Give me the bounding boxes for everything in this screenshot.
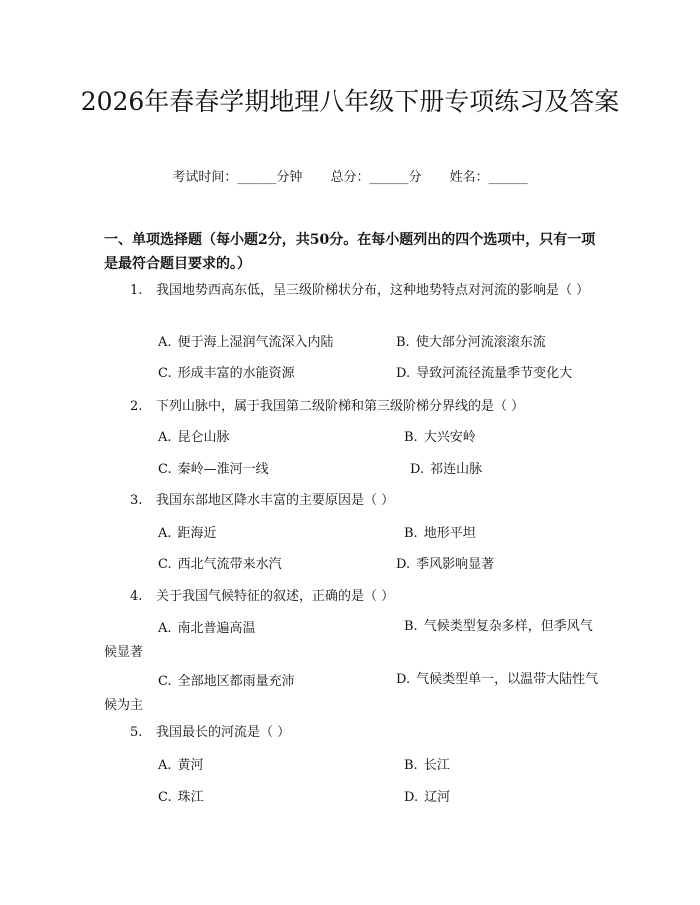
question-stem: 我国地势西高东低，呈三级阶梯状分布，这种地势特点对河流的影响是（ ） [156, 283, 590, 298]
option-label: A. [158, 526, 172, 541]
option-text: 辽河 [424, 790, 451, 805]
option-1d[interactable] [396, 363, 572, 385]
option-label: B. [404, 758, 418, 773]
option-text: 使大部分河流滚滚东流 [415, 335, 546, 350]
option-label: A. [158, 335, 172, 350]
option-text: 长江 [423, 758, 450, 773]
option-label: D. [396, 366, 411, 381]
question-number: 3. [130, 493, 143, 508]
question-number: 2. [130, 399, 143, 414]
option-label: B. [404, 430, 418, 445]
option-label: D. [396, 557, 411, 572]
option-text: 地形平坦 [423, 526, 476, 541]
option-label: C. [158, 674, 172, 689]
option-label: D. [404, 790, 419, 805]
option-label: A. [158, 430, 172, 445]
option-text: 气候类型单一，以温带大陆性气候为主 [104, 672, 599, 713]
option-text: 大兴安岭 [423, 430, 476, 445]
option-text: 便于海上湿润气流深入内陆 [177, 335, 334, 350]
option-2d[interactable] [410, 459, 482, 481]
total-score-label: 总分：______分 [330, 170, 422, 185]
question-5 [104, 722, 600, 744]
option-3d[interactable] [396, 554, 494, 576]
option-2a[interactable] [158, 427, 230, 449]
option-label: A. [158, 621, 172, 636]
option-label: C. [158, 462, 172, 477]
option-1c[interactable] [158, 363, 295, 385]
option-text: 形成丰富的水能资源 [177, 366, 295, 381]
option-label: B. [396, 335, 410, 350]
option-5b[interactable] [404, 755, 450, 777]
option-text: 昆仑山脉 [177, 430, 230, 445]
question-3 [104, 490, 600, 512]
option-text: 黄河 [177, 758, 204, 773]
section-heading-single-choice: 一、单项选择题（每小题2分，共50分。在每小题列出的四个选项中，只有一项是最符合题目要求的。） [104, 232, 596, 272]
option-text: 祁连山脉 [430, 462, 483, 477]
question-stem: 关于我国气候特征的叙述，正确的是（ ） [156, 589, 395, 604]
option-text: 全部地区都雨量充沛 [177, 674, 295, 689]
question-4 [104, 586, 600, 608]
option-3b[interactable] [404, 523, 476, 545]
exam-meta [0, 168, 700, 188]
option-text: 南北普遍高温 [177, 621, 256, 636]
option-2c[interactable] [158, 459, 269, 481]
question-number: 4. [130, 589, 143, 604]
option-3c[interactable] [158, 554, 282, 576]
exam-time-label: 考试时间：______分钟 [172, 170, 303, 185]
option-label: C. [158, 557, 172, 572]
option-label: C. [158, 366, 172, 381]
option-text: 西北气流带来水汽 [177, 557, 282, 572]
question-1 [104, 280, 600, 302]
question-2 [104, 396, 600, 418]
option-5c[interactable] [158, 787, 204, 809]
option-label: D. [410, 462, 425, 477]
option-text: 导致河流径流量季节变化大 [416, 366, 573, 381]
option-3a[interactable] [158, 523, 217, 545]
option-1a[interactable] [158, 332, 334, 354]
option-text: 季风影响显著 [416, 557, 495, 572]
option-text: 珠江 [177, 790, 204, 805]
option-4b[interactable] [104, 614, 600, 666]
question-stem: 我国最长的河流是（ ） [156, 725, 291, 740]
option-text: 秦岭—淮河一线 [177, 462, 269, 477]
option-label: B. [404, 526, 418, 541]
option-1b[interactable] [396, 332, 546, 354]
question-number: 5. [130, 725, 143, 740]
option-5d[interactable] [404, 787, 450, 809]
student-name-label: 姓名：______ [449, 170, 528, 185]
option-text: 气候类型复杂多样，但季风气候显著 [104, 619, 593, 660]
option-label: D. [396, 672, 411, 687]
option-2b[interactable] [404, 427, 476, 449]
option-label: A. [158, 758, 172, 773]
option-text: 距海近 [177, 526, 217, 541]
option-4d[interactable] [104, 667, 600, 719]
option-label: B. [404, 619, 418, 634]
question-stem: 下列山脉中，属于我国第二级阶梯和第三级阶梯分界线的是（ ） [156, 399, 525, 414]
option-label: C. [158, 790, 172, 805]
question-stem: 我国东部地区降水丰富的主要原因是（ ） [156, 493, 395, 508]
question-number: 1. [130, 283, 143, 298]
page-title: 2026年春春学期地理八年级下册专项练习及答案 [80, 87, 620, 116]
option-5a[interactable] [158, 755, 204, 777]
